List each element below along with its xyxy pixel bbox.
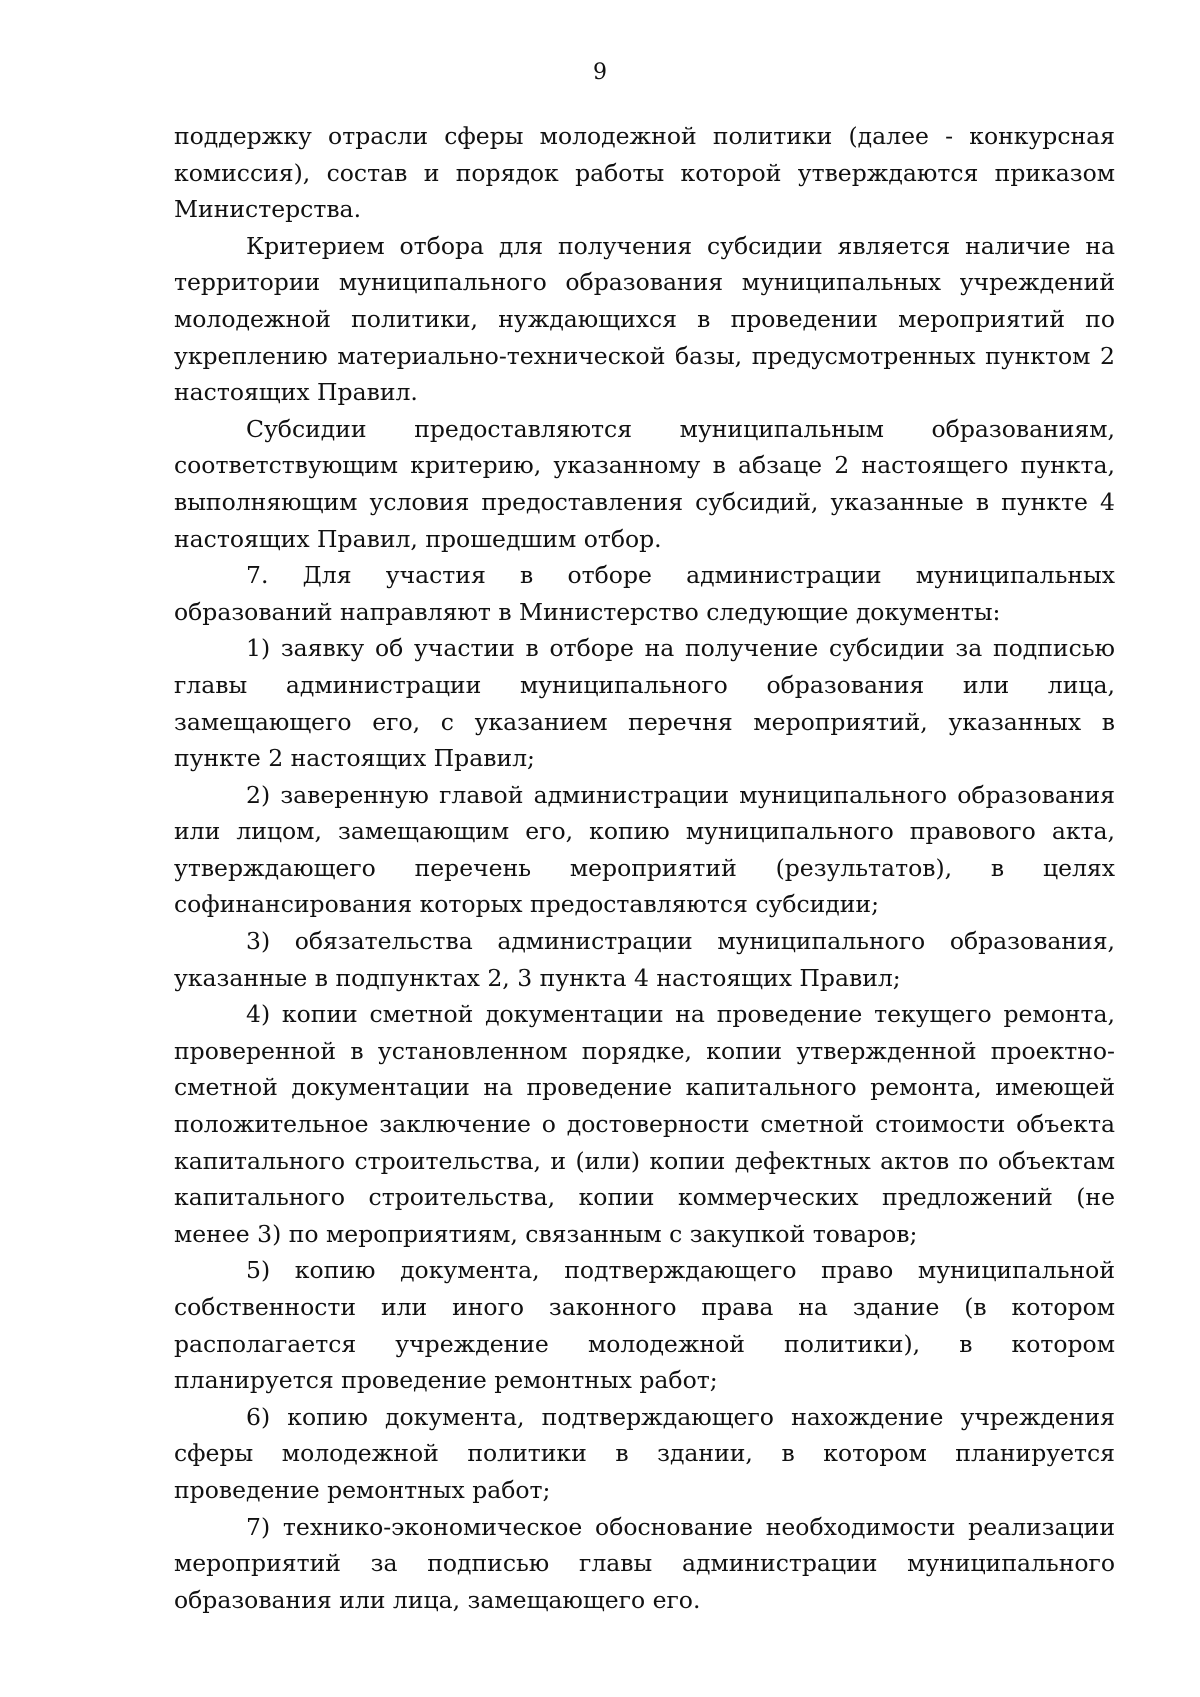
document-body — [174, 118, 1115, 1618]
paragraph-item-7: 7. Для участия в отборе администрации муниципальных образований направляют в Министерство следующие документы: — [174, 561, 1115, 626]
page-number: 9 — [593, 60, 607, 85]
list-item-5: 5) копию документа, подтверждающего право муниципальной собственности или иного законного права на здание (в котором располагается учреждение молодежной политики), в котором планируется проведение ремонтных работ; — [174, 1256, 1115, 1395]
list-item-3: 3) обязательства администрации муниципального образования, указанные в подпунктах 2, 3 пункта 4 настоящих Правил; — [174, 927, 1115, 992]
list-item-4: 4) копии сметной документации на проведение текущего ремонта, проверенной в установленном порядке, копии утвержденной проектно-сметной документации на проведение капитального ремонта, имеющей положительное заключение о достоверности сметной стоимости объекта капитального строительства, и (или) копии дефектных актов по объектам капитального строительства, копии коммерческих предложений (не менее 3) по мероприятиям, связанным с закупкой товаров; — [174, 1000, 1115, 1248]
list-item-1: 1) заявку об участии в отборе на получение субсидии за подписью главы администрации муниципального образования или лица, замещающего его, с указанием перечня мероприятий, указанных в пункте 2 настоящих Правил; — [174, 634, 1115, 773]
paragraph-commission: поддержку отрасли сферы молодежной политики (далее - конкурсная комиссия), состав и порядок работы которой утверждаются приказом Министерства. — [174, 122, 1115, 224]
list-item-6: 6) копию документа, подтверждающего нахождение учреждения сферы молодежной политики в здании, в котором планируется проведение ремонтных работ; — [174, 1402, 1115, 1504]
paragraph-selection-criterion: Критерием отбора для получения субсидии является наличие на территории муниципального образования муниципальных учреждений молодежной политики, нуждающихся в проведении мероприятий по укреплению материально-технической базы, предусмотренных пунктом 2 настоящих Правил. — [174, 231, 1115, 407]
list-item-2: 2) заверенную главой администрации муниципального образования или лицом, замещающим его, копию муниципального правового акта, утверждающего перечень мероприятий (результатов), в целях софинансирования которых предоставляются субсидии; — [174, 780, 1115, 919]
paragraph-subsidy-recipients: Субсидии предоставляются муниципальным образованиям, соответствующим критерию, указанному в абзаце 2 настоящего пункта, выполняющим условия предоставления субсидий, указанные в пункте 4 настоящих Правил, прошедшим отбор. — [174, 414, 1115, 553]
list-item-7: 7) технико-экономическое обоснование необходимости реализации мероприятий за подписью главы администрации муниципального образования или лица, замещающего его. — [174, 1512, 1115, 1614]
